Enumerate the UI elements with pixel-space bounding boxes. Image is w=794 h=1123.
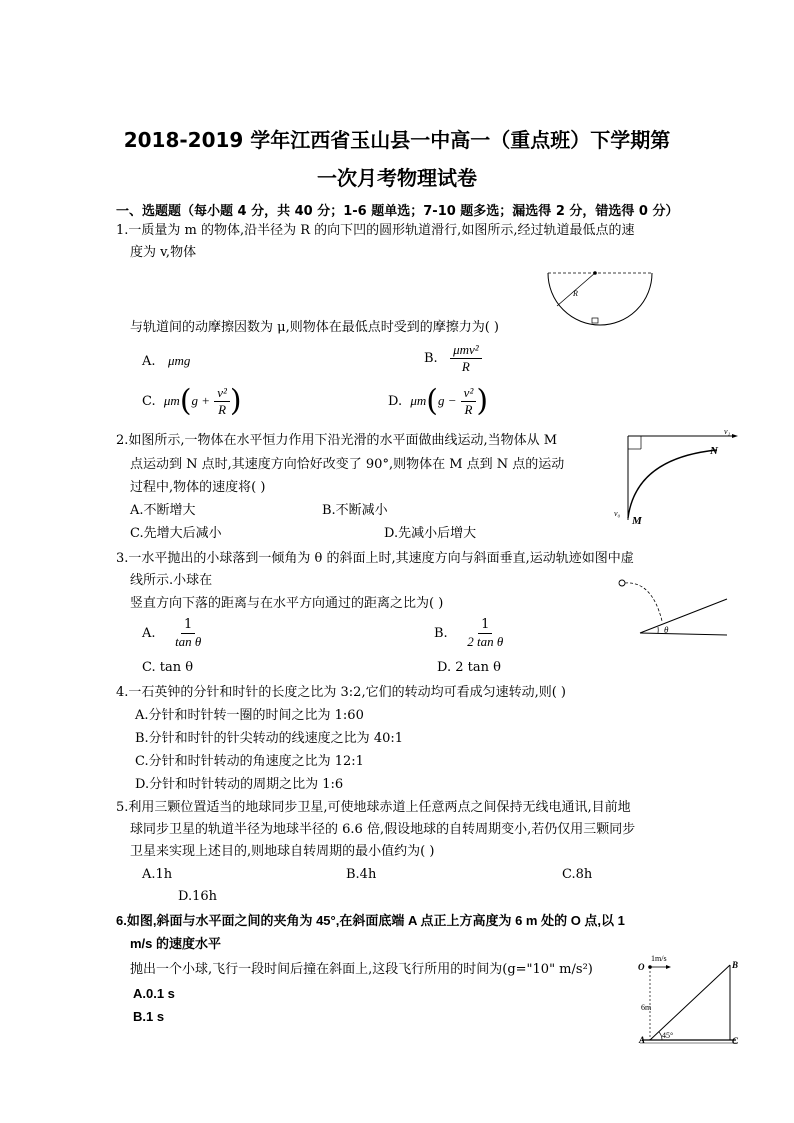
svg-text:45°: 45° xyxy=(662,1031,674,1040)
q3-line3: 竖直方向下落的距离与在水平方向通过的距离之比为( ) xyxy=(130,596,444,611)
q1-option-d: D. μm(g − $\frac{\text{v²}}{R}$ ) xyxy=(388,383,489,419)
q1-fig-label-r: R xyxy=(573,289,578,298)
q6-line3: 抛出一个小球,飞行一段时间后撞在斜面上,这段飞行所用的时间为(g="10" m/s²) xyxy=(130,962,593,977)
svg-text:6m: 6m xyxy=(641,1003,652,1012)
svg-text:θ: θ xyxy=(664,625,669,635)
svg-text:O: O xyxy=(638,962,645,972)
q3-option-c: C. tan θ xyxy=(142,660,194,675)
q1-circular-track-figure xyxy=(545,270,655,332)
q5-option-b: B.4h xyxy=(346,867,377,882)
q6-option-a: A.0.1 s xyxy=(133,986,175,1001)
q1-option-b: B. $\frac{\text{μmv²}}{R}$ xyxy=(424,342,482,375)
svg-text:A: A xyxy=(639,1035,646,1045)
q3-line1: 3.一水平抛出的小球落到一倾角为 θ 的斜面上时,其速度方向与斜面垂直,运动轨迹如图中虚 xyxy=(116,551,634,566)
q1-option-a: A. μmg xyxy=(142,353,191,369)
q5-line1: 5.利用三颗位置适当的地球同步卫星,可使地球赤道上任意两点之间保持无线电通讯,目前地 xyxy=(116,800,631,815)
svg-text:v₀: v₀ xyxy=(614,509,621,518)
q3-option-a: A. $\frac{1}{\text{tan θ}}$ xyxy=(142,617,202,649)
q6-line2: m/s 的速度水平 xyxy=(130,936,222,951)
q1-line3: 与轨道间的动摩擦因数为 μ,则物体在最低点时受到的摩擦力为( ) xyxy=(130,320,499,335)
page-title-line2: 一次月考物理试卷 xyxy=(317,166,477,190)
q6-option-b: B.1 s xyxy=(133,1009,165,1024)
q5-line3: 卫星来实现上述目的,则地球自转周期的最小值约为( ) xyxy=(130,844,435,859)
svg-text:B: B xyxy=(732,960,739,970)
svg-text:C: C xyxy=(732,1036,739,1046)
q6-incline-figure xyxy=(636,950,746,1050)
q2-curve-motion-figure xyxy=(612,428,742,528)
q2-option-d: D.先减小后增大 xyxy=(384,526,477,541)
q4-option-c: C.分针和时针转动的角速度之比为 12:1 xyxy=(135,754,364,769)
q3-line2: 线所示.小球在 xyxy=(130,573,213,588)
q5-line2: 球同步卫星的轨道半径为地球半径的 6.6 倍,假设地球的自转周期变小,若仍仅用三颗同步 xyxy=(130,822,636,837)
q5-option-c: C.8h xyxy=(562,867,593,882)
q2-option-b: B.不断减小 xyxy=(322,503,388,518)
svg-text:M: M xyxy=(632,515,642,527)
q1-line2: 度为 v,物体 xyxy=(130,245,197,260)
q2-line1: 2.如图所示,一物体在水平恒力作用下沿光滑的水平面做曲线运动,当物体从 M xyxy=(116,433,558,448)
q4-line1: 4.一石英钟的分针和时针的长度之比为 3:2,它们的转动均可看成匀速转动,则( ) xyxy=(116,685,566,700)
q6-line1: 6.如图,斜面与水平面之间的夹角为 45°,在斜面底端 A 点正上方高度为 6 m 处的 O 点,以 1 xyxy=(116,913,625,928)
q3-option-b: B. $\frac{1}{\text{2 tan θ}}$ xyxy=(434,617,504,649)
q1-option-c: C. μm(g + $\frac{\text{v²}}{R}$ ) xyxy=(142,383,242,419)
q2-option-a: A.不断增大 xyxy=(130,503,196,518)
q3-incline-figure xyxy=(612,575,742,640)
q4-option-b: B.分针和时针的针尖转动的线速度之比为 40:1 xyxy=(135,731,404,746)
q4-option-d: D.分针和时针转动的周期之比为 1:6 xyxy=(135,777,344,792)
q3-option-d: D. 2 tan θ xyxy=(437,660,501,675)
q2-line3: 过程中,物体的速度将( ) xyxy=(130,480,266,495)
q5-option-d: D.16h xyxy=(178,889,218,904)
q4-option-a: A.分针和时针转一圈的时间之比为 1:60 xyxy=(135,708,364,723)
q2-line2: 点运动到 N 点时,其速度方向恰好改变了 90°,则物体在 M 点到 N 点的运动 xyxy=(130,457,565,472)
page-title-line1: 2018-2019 学年江西省玉山县一中高一（重点班）下学期第 xyxy=(123,128,671,152)
q5-option-a: A.1h xyxy=(142,867,173,882)
q2-option-c: C.先增大后减小 xyxy=(130,526,222,541)
svg-text:N: N xyxy=(710,445,718,457)
svg-text:v₁: v₁ xyxy=(724,428,731,436)
section-header: 一、选题题（每小题 4 分，共 40 分；1-6 题单选；7-10 题多选；漏选得 2 分，错选得 0 分） xyxy=(116,204,679,219)
q1-line1: 1.一质量为 m 的物体,沿半径为 R 的向下凹的圆形轨道滑行,如图所示,经过轨道最低点的速 xyxy=(116,223,635,238)
svg-text:1m/s: 1m/s xyxy=(651,954,667,963)
